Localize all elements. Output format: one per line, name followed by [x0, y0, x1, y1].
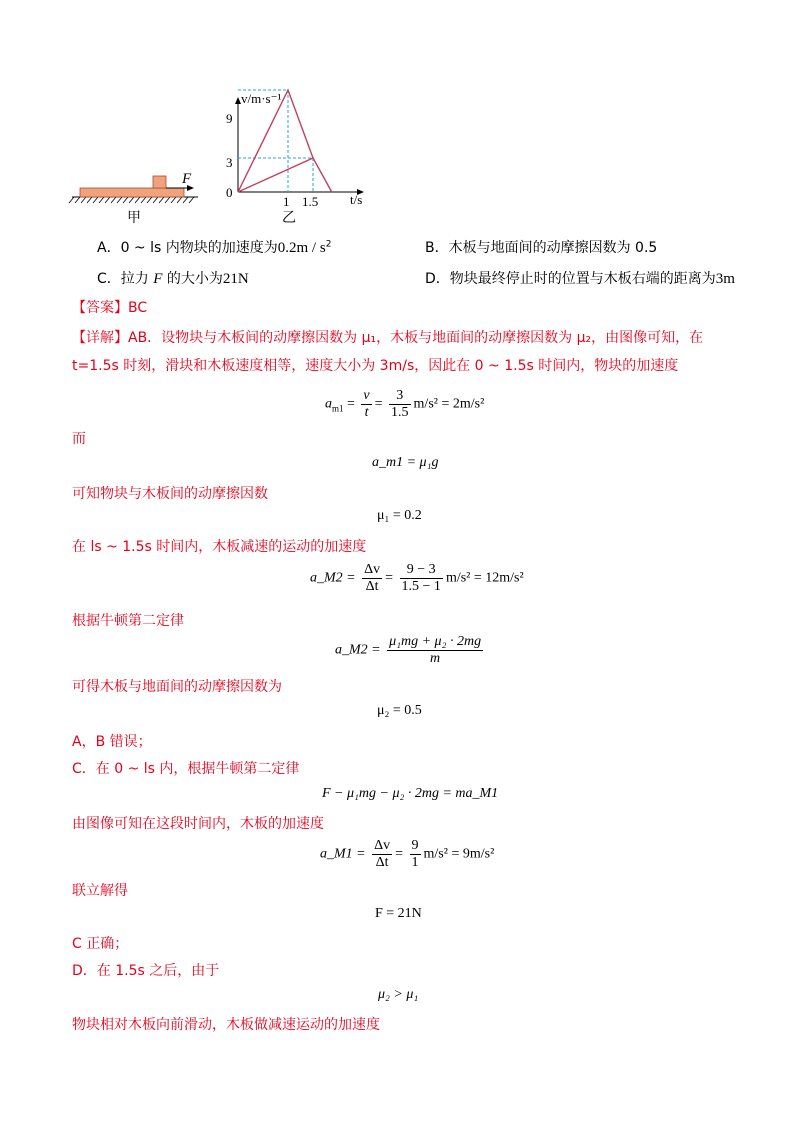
- text-er: 而: [72, 431, 86, 447]
- option-c-text: C．拉力: [97, 271, 154, 287]
- eq8-f2-num: 9: [411, 838, 419, 853]
- eq4-f2-num: 9 − 3: [400, 562, 443, 579]
- eq5-den: m: [430, 651, 441, 666]
- eq5-frac: [387, 634, 483, 667]
- y-tick-0: 0: [226, 185, 233, 200]
- eq1-lhs: a: [325, 396, 332, 412]
- option-a-value: 0.2m / s: [277, 240, 326, 256]
- x-tick-1-5: 1.5: [302, 194, 319, 209]
- option-c: [97, 268, 249, 288]
- ground-hatch: [99, 197, 104, 203]
- ground-hatch: [93, 197, 98, 203]
- answer: 【答案】BC: [72, 300, 148, 316]
- text-last: 物块相对木板向前滑动，木板做减速运动的加速度: [72, 1017, 380, 1033]
- small-block: [153, 176, 166, 188]
- eq4-lhs: a_M2 =: [310, 570, 360, 586]
- y-axis-label: v/m·s⁻¹: [241, 91, 282, 106]
- text-tuxiang: 由图像可知在这段时间内，木板的加速度: [72, 816, 324, 832]
- ground-hatch: [141, 197, 146, 203]
- option-d-text: D．物块最终停止时的位置与木板右端的距离为: [425, 271, 716, 287]
- ground-hatch: [153, 197, 158, 203]
- physics-figure: [60, 85, 390, 230]
- y-tick-3: 3: [226, 155, 233, 170]
- detail-line-1: 【详解】AB．设物块与木板间的动摩擦因数为 μ₁，木板与地面间的动摩擦因数为 μ₂，由图像可知，在: [72, 330, 704, 346]
- text-lianli: 联立解得: [72, 883, 128, 899]
- eq1-f1-num: v: [363, 388, 370, 403]
- text-kede: 可得木板与地面间的动摩擦因数为: [72, 679, 282, 695]
- ground-hatch: [123, 197, 128, 203]
- equation-7: F − μ₁mg − μ₂ · 2mg = ma_M1: [322, 786, 499, 801]
- eq8-frac-2: [410, 838, 421, 871]
- equation-10: μ₂ > μ₁: [378, 987, 419, 1002]
- eq8-f1-num: Δv: [374, 838, 391, 853]
- label-force: F: [182, 171, 192, 187]
- text-niudun: 根据牛顿第二定律: [72, 613, 184, 629]
- eq4-frac-2: [400, 562, 443, 595]
- text-ab: A，B 错误；: [72, 734, 152, 750]
- ground-hatch: [147, 197, 152, 203]
- option-d-value: 3m: [715, 271, 735, 287]
- ground-hatch: [177, 197, 182, 203]
- eq8-f1-den: Δt: [375, 855, 389, 870]
- equation-1: $a_{m1}$ = $\frac{v}{t}$ = $\frac{3}{1.5}$ m/s² = 2m/s²: [325, 388, 485, 420]
- text-c: C．在 0 ~ ls 内，根据牛顿第二定律: [72, 761, 300, 777]
- equation-9: F = 21N: [375, 906, 422, 921]
- eq1-rest: m/s² = 2m/s²: [413, 396, 485, 412]
- velocity-line-1: [238, 158, 313, 192]
- eq4-rest: m/s² = 12m/s²: [445, 570, 524, 586]
- equation-2: a_m1 = μ₁g: [372, 455, 439, 470]
- eq1-sub: m1: [332, 403, 344, 414]
- ground-hatch: [105, 197, 110, 203]
- label-jia: 甲: [127, 210, 141, 226]
- x-axis-label: t/s: [350, 192, 363, 207]
- eq1-frac-1: [361, 388, 371, 421]
- option-c-mid: 的大小为: [162, 271, 223, 287]
- text-zai: 在 ls ~ 1.5s 时间内，木板减速的运动的加速度: [72, 539, 367, 555]
- equation-5: [335, 634, 486, 667]
- eq1-f1-den: t: [364, 405, 369, 420]
- eq4-f1-den: Δt: [365, 579, 379, 594]
- ground-hatch: [159, 197, 164, 203]
- text-kezhi: 可知物块与木板间的动摩擦因数: [72, 486, 268, 502]
- equation-3: μ₁ = 0.2: [377, 508, 422, 523]
- equation-8: a_M1 = $\frac{\Delta v}{\Delta t}$ = $\frac{9}{1}$ m/s² = 9m/s²: [320, 838, 495, 870]
- equation-4: a_M2 = $\frac{\Delta v}{\Delta t}$ = $\frac{9 - 3}{1.5 - 1}$ m/s² = 12m/s²: [310, 562, 524, 594]
- ground-hatch: [75, 197, 80, 203]
- eq5-num: μ₁mg + μ₂ · 2mg: [389, 634, 482, 649]
- eq4-f2-den: 1.5 − 1: [401, 579, 441, 594]
- ground-hatch: [171, 197, 176, 203]
- x-tick-1: 1: [283, 194, 290, 209]
- ground-hatch: [165, 197, 170, 203]
- figure-area: [60, 85, 390, 230]
- eq8-f2-den: 1: [411, 855, 419, 870]
- ground-hatch: [69, 197, 74, 203]
- ground-hatch: [117, 197, 122, 203]
- eq5-lhs: a_M2 =: [335, 642, 385, 658]
- eq1-f2-den: 1.5: [391, 405, 409, 420]
- option-a-sup: 2: [325, 239, 332, 250]
- equation-6: μ₂ = 0.5: [377, 703, 422, 718]
- y-tick-9: 9: [226, 111, 233, 126]
- ground-hatch: [81, 197, 86, 203]
- eq1-equals: =: [343, 396, 359, 412]
- option-c-value: 21N: [222, 271, 249, 287]
- option-d: [425, 268, 735, 288]
- eq8-frac-1: [372, 838, 392, 871]
- eq8-lhs: a_M1 =: [320, 846, 370, 862]
- ground-hatch: [87, 197, 92, 203]
- ground-hatch: [183, 197, 188, 203]
- option-a: [97, 237, 331, 257]
- option-b: B．木板与地面间的动摩擦因数为 0.5: [425, 240, 658, 256]
- wooden-board: [80, 188, 184, 197]
- ground: [69, 197, 198, 203]
- option-c-f: F: [153, 271, 163, 287]
- detail-line-2: t=1.5s 时刻，滑块和木板速度相等，速度大小为 3m/s，因此在 0 ~ 1.5s 时间内，物块的加速度: [72, 358, 679, 374]
- text-d: D．在 1.5s 之后，由于: [72, 963, 220, 979]
- eq4-f1-num: Δv: [364, 562, 381, 577]
- ground-hatch: [129, 197, 134, 203]
- eq1-frac-2: [389, 388, 411, 421]
- ground-hatch: [189, 197, 194, 203]
- ground-hatch: [111, 197, 116, 203]
- option-a-text: A．0 ~ ls 内物块的加速度为: [97, 240, 278, 256]
- eq1-f2-num: 3: [389, 388, 411, 405]
- eq4-frac-1: [362, 562, 382, 595]
- label-yi: 乙: [282, 210, 296, 226]
- text-c-correct: C 正确；: [72, 936, 129, 952]
- eq8-rest: m/s² = 9m/s²: [423, 846, 495, 862]
- ground-hatch: [135, 197, 140, 203]
